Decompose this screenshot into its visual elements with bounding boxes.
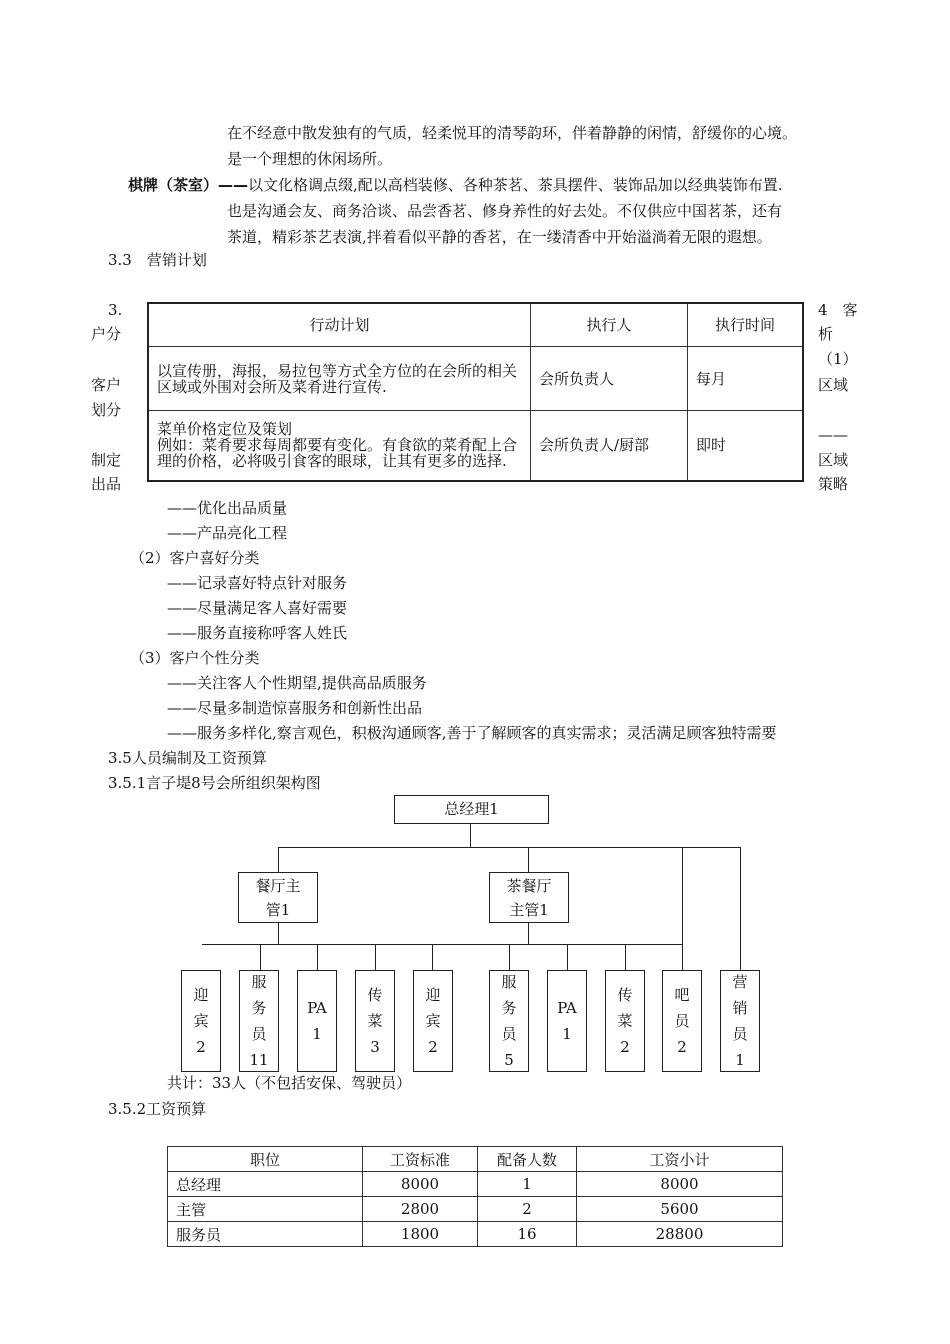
header-position: 职位 xyxy=(168,1147,363,1172)
connector-line xyxy=(528,847,529,873)
table-cell: 主管 xyxy=(168,1197,363,1222)
salary-table xyxy=(167,1146,783,1247)
strategy-heading: （2）客户喜好分类 xyxy=(130,549,260,567)
box-line: 2 xyxy=(677,1038,687,1056)
table-cell: 总经理 xyxy=(168,1172,363,1197)
box-line: 传 xyxy=(617,986,633,1004)
right-margin-1: 4 客 xyxy=(818,301,858,319)
connector-line xyxy=(509,944,510,970)
general-manager-box: 总经理1 xyxy=(394,795,549,824)
connector-line xyxy=(682,847,683,971)
box-line: 员 xyxy=(732,1025,748,1043)
table-cell: 28800 xyxy=(577,1222,783,1247)
table-cell: 服务员 xyxy=(168,1222,363,1247)
box-line: 迎 xyxy=(193,986,209,1004)
table-cell: 8000 xyxy=(577,1172,783,1197)
box-line: 主管1 xyxy=(509,901,549,919)
intro-line-1: 在不经意中散发独有的气质，轻柔悦耳的清琴韵环，伴着静静的闲情，舒缓你的心境。 xyxy=(227,124,798,142)
staff-box-pa xyxy=(297,970,337,1072)
box-line: 3 xyxy=(370,1038,380,1056)
staff-box-bartender xyxy=(662,970,702,1072)
box-line: 2 xyxy=(428,1038,438,1056)
table-header-row xyxy=(168,1147,783,1172)
strategy-item: ——优化出品质量 xyxy=(167,499,288,517)
box-line: 餐厅主 xyxy=(255,877,301,895)
chess-room-label: 棋牌（茶室）—— xyxy=(128,176,249,194)
box-line: 务 xyxy=(251,999,267,1017)
strategy-item: ——服务直接称呼客人姓氏 xyxy=(167,624,348,642)
left-margin-3: 客户 xyxy=(91,376,122,394)
box-line: 1 xyxy=(735,1051,745,1069)
table-cell: 2 xyxy=(478,1197,577,1222)
plan-cell: 即时 xyxy=(688,411,804,481)
table-cell: 16 xyxy=(478,1222,577,1247)
box-line: 11 xyxy=(249,1051,269,1069)
box-line: PA xyxy=(307,999,327,1017)
strategy-item: ——记录喜好特点针对服务 xyxy=(167,574,348,592)
box-line: 员 xyxy=(251,1025,267,1043)
tea-restaurant-supervisor-box xyxy=(489,872,569,923)
section-heading-3-5-2: 3.5.2工资预算 xyxy=(108,1100,207,1118)
box-line: 宾 xyxy=(425,1012,441,1030)
box-line: 销 xyxy=(732,999,748,1017)
table-row xyxy=(148,347,803,411)
table-cell: 8000 xyxy=(363,1172,478,1197)
right-margin-3: （1） xyxy=(818,350,858,368)
plan-cell: 会所负责人 xyxy=(531,347,688,411)
box-line: PA xyxy=(557,999,577,1017)
box-line: 2 xyxy=(620,1038,630,1056)
box-line: 传 xyxy=(367,986,383,1004)
box-line: 吧 xyxy=(674,986,690,1004)
box-line: 员 xyxy=(674,1012,690,1030)
intro-line-4: 也是沟通会友、商务洽谈、品尝香茗、修身养性的好去处。不仅供应中国茗茶，还有 xyxy=(227,202,783,220)
connector-line xyxy=(740,847,741,971)
connector-line xyxy=(202,944,683,945)
intro-line-3-wrap xyxy=(128,175,783,195)
connector-line xyxy=(470,823,471,847)
right-margin-5: —— xyxy=(818,426,848,444)
header-count: 配备人数 xyxy=(478,1147,577,1172)
staff-box-greeter xyxy=(181,970,221,1072)
connector-line xyxy=(260,944,261,970)
box-line: 服 xyxy=(501,973,517,991)
section-heading-3-3: 3.3 营销计划 xyxy=(108,251,207,269)
connector-line xyxy=(375,944,376,970)
header-executor: 执行人 xyxy=(531,303,688,347)
table-cell: 2800 xyxy=(363,1197,478,1222)
connector-line xyxy=(528,922,529,945)
section-heading-3-5: 3.5人员编制及工资预算 xyxy=(108,749,267,767)
right-margin-4: 区域 xyxy=(818,376,849,394)
box-line: 迎 xyxy=(425,986,441,1004)
connector-line xyxy=(317,944,318,970)
plan-cell: 以宣传册，海报，易拉包等方式全方位的在会所的相关区域或外围对会所及菜肴进行宣传. xyxy=(148,347,531,411)
intro-line-2: 是一个理想的休闲场所。 xyxy=(227,150,393,168)
strategy-item: ——服务多样化,察言观色，积极沟通顾客,善于了解顾客的真实需求；灵活满足顾客独特需要 xyxy=(167,724,777,742)
right-margin-7: 策略 xyxy=(818,475,849,493)
table-row xyxy=(148,411,803,481)
staff-box-runner xyxy=(605,970,645,1072)
connector-line xyxy=(278,847,279,873)
left-margin-5: 制定 xyxy=(91,451,122,469)
box-line: 营 xyxy=(732,973,748,991)
table-cell: 1800 xyxy=(363,1222,478,1247)
box-line: 菜 xyxy=(617,1012,633,1030)
intro-line-3: 以文化格调点缀,配以高档装修、各种茶茗、茶具摆件、装饰品加以经典装饰布置. xyxy=(248,176,783,194)
box-line: 管1 xyxy=(265,901,291,919)
box-line: 5 xyxy=(504,1051,514,1069)
strategy-item: ——产品亮化工程 xyxy=(167,524,288,542)
staff-total: 共计：33人（不包括安保、驾驶员） xyxy=(167,1074,412,1092)
marketing-plan-table xyxy=(147,302,804,482)
table-header-row xyxy=(148,303,803,347)
box-line: 茶餐厅 xyxy=(506,877,552,895)
connector-line xyxy=(432,944,433,970)
intro-line-5: 茶道，精彩茶艺表演,拌着看似平静的香茗，在一缕清香中开始溢淌着无限的遐想。 xyxy=(227,228,772,246)
table-row xyxy=(168,1222,783,1247)
staff-box-waiter xyxy=(489,970,529,1072)
header-action: 行动计划 xyxy=(148,303,531,347)
table-row xyxy=(168,1197,783,1222)
box-line: 员 xyxy=(501,1025,517,1043)
box-line: 务 xyxy=(501,999,517,1017)
section-heading-3-5-1: 3.5.1言子堤8号会所组织架构图 xyxy=(108,774,321,792)
staff-box-pa xyxy=(547,970,587,1072)
box-line: 宾 xyxy=(193,1012,209,1030)
header-subtotal: 工资小计 xyxy=(577,1147,783,1172)
staff-box-runner xyxy=(355,970,395,1072)
strategy-item: ——尽量多制造惊喜服务和创新性出品 xyxy=(167,699,423,717)
table-row xyxy=(168,1172,783,1197)
header-standard: 工资标准 xyxy=(363,1147,478,1172)
restaurant-supervisor-box xyxy=(238,872,318,923)
staff-box-sales xyxy=(720,970,760,1072)
connector-line xyxy=(278,922,279,945)
box-line: 1 xyxy=(562,1025,572,1043)
right-margin-6: 区域 xyxy=(818,451,849,469)
plan-cell: 每月 xyxy=(688,347,804,411)
table-cell: 1 xyxy=(478,1172,577,1197)
strategy-item: ——关注客人个性期望,提供高品质服务 xyxy=(167,674,427,692)
staff-box-waiter xyxy=(239,970,279,1072)
plan-cell: 菜单价格定位及策划 例如：菜肴要求每周都要有变化。有食欲的菜肴配上合理的价格，必将吸引食客的眼球，让其有更多的选择. xyxy=(148,411,531,481)
box-line: 1 xyxy=(312,1025,322,1043)
left-margin-1: 3. xyxy=(108,301,123,319)
connector-line xyxy=(567,944,568,970)
left-margin-2: 户分 xyxy=(91,325,122,343)
strategy-heading: （3）客户个性分类 xyxy=(130,649,260,667)
right-margin-2: 析 xyxy=(818,325,834,343)
left-margin-6: 出品 xyxy=(91,475,122,493)
connector-line xyxy=(278,847,741,848)
table-cell: 5600 xyxy=(577,1197,783,1222)
staff-box-greeter xyxy=(413,970,453,1072)
plan-cell: 会所负责人/厨部 xyxy=(531,411,688,481)
strategy-item: ——尽量满足客人喜好需要 xyxy=(167,599,348,617)
box-line: 2 xyxy=(196,1038,206,1056)
connector-line xyxy=(625,944,626,970)
box-line: 服 xyxy=(251,973,267,991)
header-time: 执行时间 xyxy=(688,303,804,347)
left-margin-4: 划分 xyxy=(91,401,122,419)
box-line: 菜 xyxy=(367,1012,383,1030)
